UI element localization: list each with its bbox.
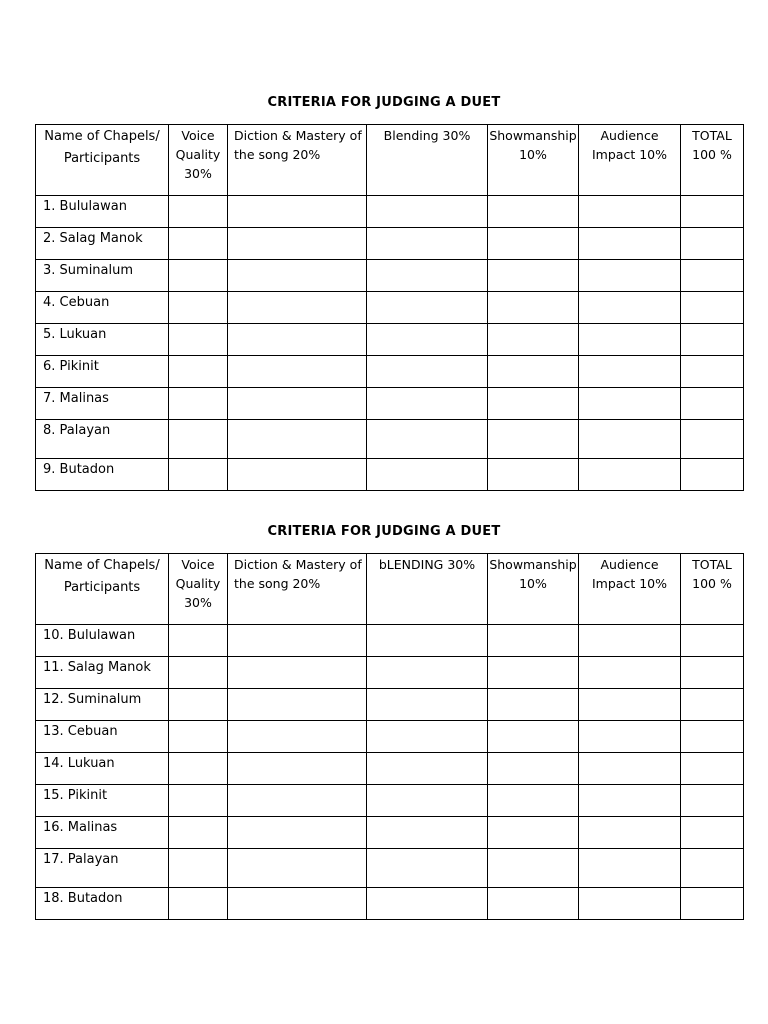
audience-impact-cell[interactable] [579,228,681,260]
table-row [36,657,744,689]
total-cell[interactable] [681,196,744,228]
voice-quality-cell[interactable] [169,260,228,292]
showmanship-cell[interactable] [488,849,579,888]
header-voice-quality: Voice Quality 30% [169,554,228,625]
diction-cell[interactable] [228,260,367,292]
header-name-of-chapels: Name of Chapels/ Participants [36,125,169,196]
showmanship-cell[interactable] [488,228,579,260]
total-cell[interactable] [681,292,744,324]
table-row [36,196,744,228]
header-audience-impact: Audience Impact 10% [579,554,681,625]
header-row [36,554,744,625]
diction-cell[interactable] [228,324,367,356]
diction-cell[interactable] [228,689,367,721]
table-title: CRITERIA FOR JUDGING A DUET [267,524,501,539]
table-row [36,459,744,491]
blending-cell[interactable] [367,785,488,817]
blending-cell[interactable] [367,689,488,721]
diction-cell[interactable] [228,388,367,420]
table-row [36,260,744,292]
judging-criteria-table [35,124,744,491]
showmanship-cell[interactable] [488,721,579,753]
voice-quality-cell[interactable] [169,459,228,491]
showmanship-cell[interactable] [488,753,579,785]
audience-impact-cell[interactable] [579,657,681,689]
header-audience-impact: Audience Impact 10% [579,125,681,196]
showmanship-cell[interactable] [488,459,579,491]
participant-name: 10. Bululawan [36,625,169,657]
showmanship-cell[interactable] [488,292,579,324]
diction-cell[interactable] [228,459,367,491]
blending-cell[interactable] [367,228,488,260]
blending-cell[interactable] [367,849,488,888]
audience-impact-cell[interactable] [579,817,681,849]
diction-cell[interactable] [228,888,367,920]
participant-name: 9. Butadon [36,459,169,491]
blending-cell[interactable] [367,356,488,388]
total-cell[interactable] [681,753,744,785]
showmanship-cell[interactable] [488,356,579,388]
blending-cell[interactable] [367,817,488,849]
audience-impact-cell[interactable] [579,260,681,292]
participant-name: 8. Palayan [36,420,169,459]
showmanship-cell[interactable] [488,260,579,292]
diction-cell[interactable] [228,785,367,817]
judging-criteria-table [35,553,744,920]
total-cell[interactable] [681,420,744,459]
showmanship-cell[interactable] [488,196,579,228]
header-row [36,125,744,196]
participant-name: 16. Malinas [36,817,169,849]
total-cell[interactable] [681,324,744,356]
total-cell[interactable] [681,388,744,420]
showmanship-cell[interactable] [488,785,579,817]
participant-name: 12. Suminalum [36,689,169,721]
blending-cell[interactable] [367,625,488,657]
participant-name: 7. Malinas [36,388,169,420]
participant-name: 17. Palayan [36,849,169,888]
voice-quality-cell[interactable] [169,196,228,228]
blending-cell[interactable] [367,657,488,689]
total-cell[interactable] [681,721,744,753]
blending-cell[interactable] [367,721,488,753]
voice-quality-cell[interactable] [169,721,228,753]
blending-cell[interactable] [367,888,488,920]
diction-cell[interactable] [228,356,367,388]
table-row [36,420,744,459]
blending-cell[interactable] [367,324,488,356]
audience-impact-cell[interactable] [579,753,681,785]
table-row [36,817,744,849]
voice-quality-cell[interactable] [169,657,228,689]
showmanship-cell[interactable] [488,817,579,849]
table-row [36,292,744,324]
diction-cell[interactable] [228,753,367,785]
blending-cell[interactable] [367,388,488,420]
audience-impact-cell[interactable] [579,292,681,324]
diction-cell[interactable] [228,292,367,324]
diction-cell[interactable] [228,721,367,753]
total-cell[interactable] [681,356,744,388]
table-row [36,324,744,356]
audience-impact-cell[interactable] [579,420,681,459]
header-diction-mastery: Diction & Mastery of the song 20% [228,125,367,196]
blending-cell[interactable] [367,420,488,459]
blending-cell[interactable] [367,260,488,292]
showmanship-cell[interactable] [488,689,579,721]
table-row [36,721,744,753]
blending-cell[interactable] [367,753,488,785]
total-cell[interactable] [681,689,744,721]
participant-name: 15. Pikinit [36,785,169,817]
total-cell[interactable] [681,228,744,260]
showmanship-cell[interactable] [488,888,579,920]
header-total: TOTAL 100 % [681,554,744,625]
voice-quality-cell[interactable] [169,292,228,324]
total-cell[interactable] [681,625,744,657]
total-cell[interactable] [681,657,744,689]
diction-cell[interactable] [228,196,367,228]
table-row [36,228,744,260]
diction-cell[interactable] [228,657,367,689]
participant-name: 14. Lukuan [36,753,169,785]
header-showmanship: Showmanship 10% [488,125,579,196]
voice-quality-cell[interactable] [169,228,228,260]
audience-impact-cell[interactable] [579,196,681,228]
showmanship-cell[interactable] [488,388,579,420]
header-showmanship: Showmanship 10% [488,554,579,625]
diction-cell[interactable] [228,228,367,260]
blending-cell[interactable] [367,292,488,324]
table-row [36,388,744,420]
header-total: TOTAL 100 % [681,125,744,196]
voice-quality-cell[interactable] [169,888,228,920]
table-row [36,785,744,817]
voice-quality-cell[interactable] [169,625,228,657]
audience-impact-cell[interactable] [579,689,681,721]
participant-name: 3. Suminalum [36,260,169,292]
audience-impact-cell[interactable] [579,324,681,356]
blending-cell[interactable] [367,196,488,228]
diction-cell[interactable] [228,625,367,657]
total-cell[interactable] [681,459,744,491]
participant-name: 18. Butadon [36,888,169,920]
header-blending: bLENDING 30% [367,554,488,625]
participant-name: 13. Cebuan [36,721,169,753]
table-row [36,625,744,657]
voice-quality-cell[interactable] [169,785,228,817]
header-diction-mastery: Diction & Mastery of the song 20% [228,554,367,625]
voice-quality-cell[interactable] [169,689,228,721]
total-cell[interactable] [681,888,744,920]
blending-cell[interactable] [367,459,488,491]
participant-name: 4. Cebuan [36,292,169,324]
audience-impact-cell[interactable] [579,388,681,420]
showmanship-cell[interactable] [488,420,579,459]
showmanship-cell[interactable] [488,324,579,356]
voice-quality-cell[interactable] [169,356,228,388]
total-cell[interactable] [681,785,744,817]
table-row [36,849,744,888]
participant-name: 1. Bululawan [36,196,169,228]
table-row [36,356,744,388]
participant-name: 11. Salag Manok [36,657,169,689]
table-row [36,888,744,920]
total-cell[interactable] [681,817,744,849]
showmanship-cell[interactable] [488,657,579,689]
participant-name: 5. Lukuan [36,324,169,356]
audience-impact-cell[interactable] [579,721,681,753]
voice-quality-cell[interactable] [169,753,228,785]
audience-impact-cell[interactable] [579,888,681,920]
showmanship-cell[interactable] [488,625,579,657]
audience-impact-cell[interactable] [579,625,681,657]
voice-quality-cell[interactable] [169,817,228,849]
total-cell[interactable] [681,849,744,888]
voice-quality-cell[interactable] [169,388,228,420]
voice-quality-cell[interactable] [169,420,228,459]
diction-cell[interactable] [228,420,367,459]
header-blending: Blending 30% [367,125,488,196]
audience-impact-cell[interactable] [579,459,681,491]
diction-cell[interactable] [228,849,367,888]
diction-cell[interactable] [228,817,367,849]
header-name-of-chapels: Name of Chapels/ Participants [36,554,169,625]
audience-impact-cell[interactable] [579,785,681,817]
audience-impact-cell[interactable] [579,849,681,888]
total-cell[interactable] [681,260,744,292]
voice-quality-cell[interactable] [169,324,228,356]
audience-impact-cell[interactable] [579,356,681,388]
participant-name: 2. Salag Manok [36,228,169,260]
table-row [36,753,744,785]
header-voice-quality: Voice Quality 30% [169,125,228,196]
table-title: CRITERIA FOR JUDGING A DUET [267,95,501,110]
voice-quality-cell[interactable] [169,849,228,888]
participant-name: 6. Pikinit [36,356,169,388]
table-row [36,689,744,721]
